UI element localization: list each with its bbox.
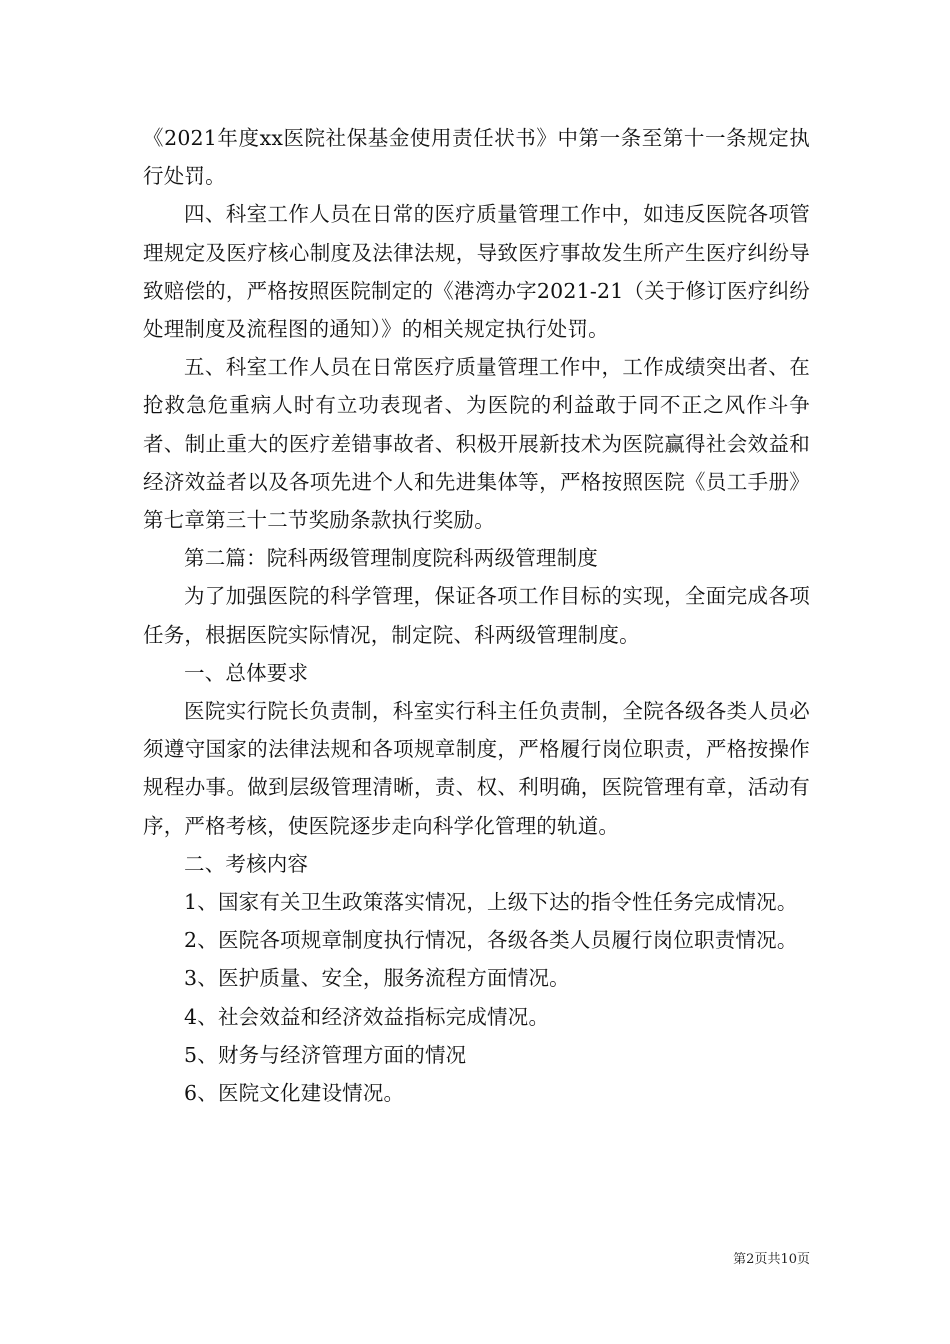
section-heading-part-two: 第二篇：院科两级管理制度院科两级管理制度: [184, 546, 598, 571]
paragraph-2: 四、科室工作人员在日常的医疗质量管理工作中，如违反医院各项管理规定及医疗核心制度及法律法规，导致医疗事故发生所产生医疗纠纷导致赔偿的，严格按照医院制定的《港湾办字2021-21（关于修订医疗纠纷处理制度及流程图的通知）》的相关规定执行处罚。: [143, 202, 810, 342]
list-item-6: 6、医院文化建设情况。: [184, 1081, 405, 1106]
list-item-1: 1、国家有关卫生政策落实情况，上级下达的指令性任务完成情况。: [184, 890, 798, 915]
document-body: [143, 119, 810, 1112]
page-number-indicator: 第2页共10页: [733, 1252, 810, 1267]
paragraph-1: 《2021年度xx医院社保基金使用责任状书》中第一条至第十一条规定执行处罚。: [143, 126, 810, 189]
paragraph-general-requirements: 医院实行院长负责制，科室实行科主任负责制，全院各级各类人员必须遵守国家的法律法规和各项规章制度，严格履行岗位职责，严格按操作规程办事。做到层级管理清晰，责、权、利明确，医院管理有章，活动有序，严格考核，使医院逐步走向科学化管理的轨道。: [143, 699, 810, 838]
paragraph-3: 五、科室工作人员在日常医疗质量管理工作中，工作成绩突出者、在抢救急危重病人时有立功表现者、为医院的利益敢于同不正之风作斗争者、制止重大的医疗差错事故者、积极开展新技术为医院赢得社会效益和经济效益者以及各项先进个人和先进集体等，严格按照医院《员工手册》第七章第三十二节奖励条款执行奖励。: [143, 355, 810, 533]
list-item-5: 5、财务与经济管理方面的情况: [184, 1042, 467, 1067]
list-item-2: 2、医院各项规章制度执行情况，各级各类人员履行岗位职责情况。: [184, 928, 798, 953]
heading-assessment-content: 二、考核内容: [184, 851, 309, 876]
list-item-4: 4、社会效益和经济效益指标完成情况。: [184, 1004, 550, 1029]
list-item-3: 3、医护质量、安全，服务流程方面情况。: [184, 966, 570, 991]
paragraph-intro: 为了加强医院的科学管理，保证各项工作目标的实现，全面完成各项任务，根据医院实际情况，制定院、科两级管理制度。: [143, 584, 810, 647]
heading-general-requirements: 一、总体要求: [184, 660, 309, 685]
